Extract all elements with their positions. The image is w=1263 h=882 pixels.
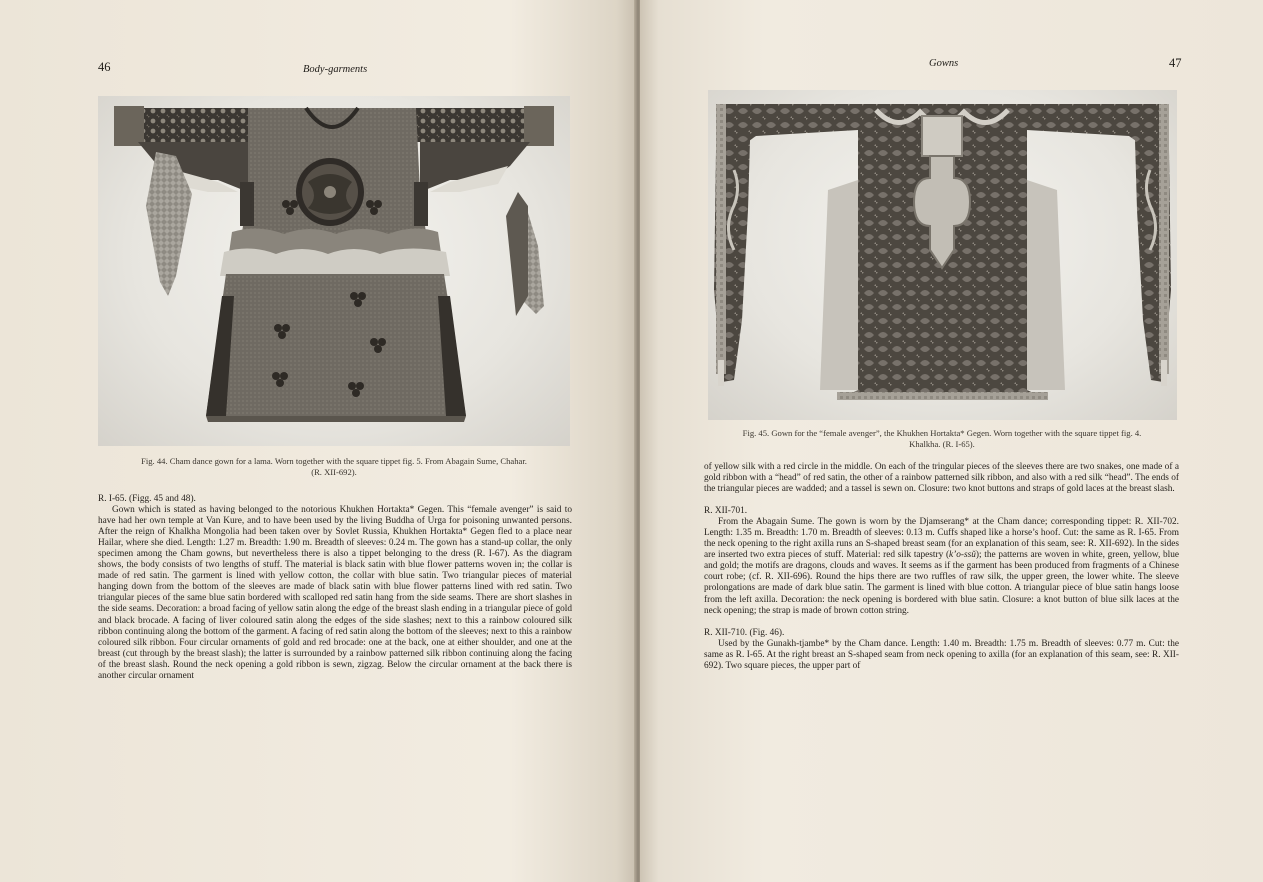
page-number-right: 47 bbox=[1169, 56, 1182, 70]
figure-45-caption-line2: Khalkha. (R. I-65). bbox=[909, 439, 975, 449]
entry-heading-r-i-65: R. I-65. (Figg. 45 and 48). bbox=[98, 494, 196, 504]
figure-44-caption-line2: (R. XII-692). bbox=[311, 467, 357, 477]
entry-paragraph-r-xii-701 bbox=[704, 517, 1179, 616]
running-head-left: Body-garments bbox=[303, 64, 368, 75]
entry-paragraph-r-i-65: Gown which is stated as having belonged to the notorious Khukhen Hortakta* Gegen. This “female avenger” is said to have had her own temple at Van Kure, and to have been used by the living Buddha of Urga for poisoning unwanted persons. After the reign of Khalkha Mongolia had been taken over by Sovlet Russia, Khukhen Hortakta* Gegen fled to a place near Hailar, where she died. Length: 1.27 m. Breadth: 1.90 m. Breadth of sleeves: 0.24 m. The gown has a stand-up collar, the only specimen among the Cham gowns, but nevertheless there is also a tippet belonging to the dress (R. I-67). As the diagram shows, the body consists of two lengths of stuff. The material is black satin with blue flower patterns woven in; the collar is made of red satin. The garment is lined with yellow cotton, the collar with blue satin. Two triangular pieces of material hanging down from the bottom of the sleeves are made of black satin with blue flower patterns lined with red satin. Two triangular pieces of the same blue satin bordered with scalloped red satin hang from the side seams. There are short slashes in the side seams. Decoration: a broad facing of yellow satin along the edge of the breast slash ending in a triangular piece of gold and black brocade. A facing of liver coloured satin along the edges of the side slashes; next to this a rainbow coloured silk ribbon continuing along the bottom of the garment. A facing of red satin along the bottom of the sleeves; next to this a rainbow coloured silk ribbon. Four circular ornaments of gold and red brocade: one at the back, one at either shoulder, and one at the breast (cut through by the breast slash); the latter is surrounded by a rainbow patterned silk ribbon continuing along the facing of the breast slash. Round the neck opening a gold ribbon is sewn, zigzag. Below the circular ornament at the back there is another circular ornament bbox=[98, 505, 572, 681]
page-number-left: 46 bbox=[98, 60, 111, 74]
cham-gown-illustration bbox=[98, 96, 570, 446]
entry-paragraph-r-xii-701-part-b: ); the patterns are woven in white, green, yellow, blue and gold; the motifs are dragons, clouds and waves. It seems as if the garment has been produced from fragments of a Chinese court robe; (cf. R. XII-696). Round the hips there are two ruffles of raw silk, the upper green, the lower white. The sleeve prolongations are made of dark blue satin. The garment is lined with blue cotton. A triangular piece of blue satin hangs loose from the left axilla. Decoration: the neck opening is bordered with blue satin. Closure: a knot button of blue silk laces at the neck opening; the strap is made of brown cotton string. bbox=[704, 550, 1179, 616]
figure-44-photo bbox=[98, 96, 570, 446]
entry-paragraph-r-xii-710: Used by the Gunakh-tjambe* by the Cham dance. Length: 1.40 m. Breadth: 1.75 m. Breadth of sleeves: 0.77 m. Cut: the same as R. I-65. At the right breast an S-shaped seam from neck opening to axilla (for an explanation of this seam, see: R. XII-692). Two square pieces, the upper part of bbox=[704, 638, 1179, 671]
right-body-text bbox=[704, 462, 1179, 672]
right-page bbox=[640, 0, 1263, 882]
figure-45-caption-line1: Fig. 45. Gown for the “female avenger”, the Khukhen Hortakta* Gegen. Worn together with the square tippet fig. 4. bbox=[742, 428, 1142, 438]
entry-heading-r-xii-710: R. XII-710. (Fig. 46). bbox=[704, 627, 785, 638]
entry-paragraph-r-xii-701-part-a: From the Abagain Sume. The gown is worn by the Djamserang* at the Cham dance; corresponding tippet: R. XII-702. Length: 1.35 m. Breadth: 1.70 m. Breadth of sleeves: 0.13 m. Cuffs shaped like a horse’s hoof. Cut: the same as R. I-65. From the neck opening to the right axilla runs an S-shaped breast seam (for an explanation of this seam, see: R. XII-692). In the sides are inserted two extra pieces of stuff. Material: red silk tapestry ( bbox=[704, 517, 1179, 561]
figure-44-caption-line1: Fig. 44. Cham dance gown for a lama. Worn together with the square tippet fig. 5. From Abagain Sume, Chahar. bbox=[141, 456, 527, 466]
continued-paragraph: of yellow silk with a red circle in the middle. On each of the tringular pieces of the sleeves there are two snakes, one made of a gold ribbon with a “head” of red satin, the other of a rainbow patterned silk ribbon, and also with a red silk “head”. The ends of the triangular pieces are wadded; and a tassel is sewn on. Closure: two knot buttons and straps of gold laces at the breast slash. bbox=[704, 462, 1179, 495]
female-avenger-gown-illustration bbox=[708, 90, 1177, 420]
figure-45-photo bbox=[708, 90, 1177, 420]
running-head-right: Gowns bbox=[929, 58, 959, 69]
entry-heading-r-xii-701: R. XII-701. bbox=[704, 506, 748, 517]
figure-44-caption bbox=[98, 456, 570, 478]
figure-45-caption bbox=[704, 428, 1180, 450]
left-body-text bbox=[98, 494, 572, 682]
chinese-term: k’o-ssŭ bbox=[949, 550, 976, 561]
